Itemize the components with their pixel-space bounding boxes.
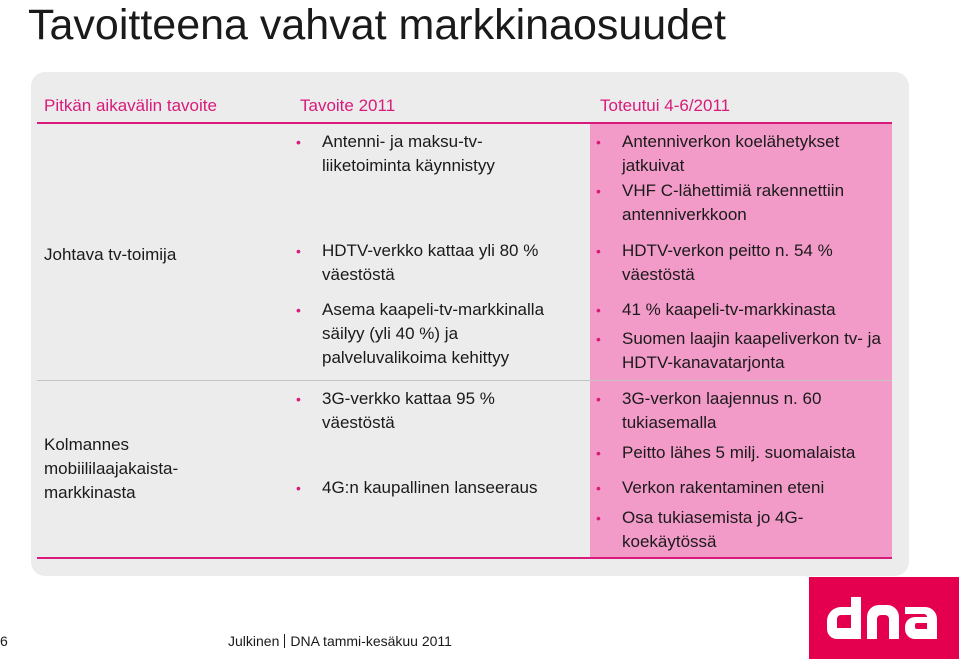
result-item bbox=[596, 298, 902, 322]
dna-logo-mark bbox=[809, 577, 959, 659]
header-goal-2011: Tavoite 2011 bbox=[300, 96, 396, 115]
result-item bbox=[596, 506, 842, 554]
bullet-icon: • bbox=[596, 445, 601, 461]
result-text: HDTV-verkon peitto n. 54 % väestöstä bbox=[622, 241, 833, 284]
result-text: Suomen laajin kaapeliverkon tv- ja HDTV-kanavatarjonta bbox=[622, 329, 881, 372]
result-text: Peitto lähes 5 milj. suomalaista bbox=[622, 443, 856, 462]
result-item bbox=[596, 130, 882, 178]
bullet-icon: • bbox=[596, 480, 601, 496]
footer-separator bbox=[284, 634, 285, 648]
goal-text: 4G:n kaupallinen lanseeraus bbox=[322, 478, 538, 497]
bullet-icon: • bbox=[596, 302, 601, 318]
bullet-icon: • bbox=[596, 331, 601, 347]
result-text: Osa tukiasemista jo 4G-koekäytössä bbox=[622, 508, 804, 551]
bullet-icon: • bbox=[596, 243, 601, 259]
result-item bbox=[596, 327, 892, 375]
bullet-icon: • bbox=[596, 510, 601, 526]
slide-title: Tavoitteena vahvat markkinaosuudet bbox=[28, 1, 726, 49]
bottom-divider bbox=[37, 557, 892, 559]
bullet-icon: • bbox=[596, 391, 601, 407]
goal-text: Asema kaapeli-tv-markkinalla säilyy (yli 40 %) ja palveluvalikoima kehittyy bbox=[322, 300, 545, 367]
goal-text: 3G-verkko kattaa 95 % väestöstä bbox=[322, 389, 495, 432]
category-mobile: Kolmannes mobiililaajakaista-markkinasta bbox=[44, 435, 179, 502]
header-achieved: Toteutui 4-6/2011 bbox=[600, 96, 731, 115]
dna-logo bbox=[809, 577, 959, 659]
bullet-icon: • bbox=[296, 134, 301, 150]
result-item bbox=[596, 239, 892, 287]
bullet-icon: • bbox=[596, 183, 601, 199]
result-text: Verkon rakentaminen eteni bbox=[622, 478, 825, 497]
result-item bbox=[596, 441, 912, 465]
result-item bbox=[596, 476, 902, 500]
result-text: 3G-verkon laajennus n. 60 tukiasemalla bbox=[622, 389, 822, 432]
category-tv: Johtava tv-toimija bbox=[44, 245, 177, 264]
page-number: 6 bbox=[0, 633, 8, 649]
footer-classification: Julkinen bbox=[228, 633, 280, 649]
bullet-icon: • bbox=[596, 134, 601, 150]
goal-item bbox=[296, 476, 602, 500]
goal-item bbox=[296, 130, 532, 178]
bullet-icon: • bbox=[296, 480, 301, 496]
goal-text: HDTV-verkko kattaa yli 80 % väestöstä bbox=[322, 241, 539, 284]
result-text: Antenniverkon koelähetykset jatkuivat bbox=[622, 132, 840, 175]
bullet-icon: • bbox=[296, 391, 301, 407]
goal-item bbox=[296, 387, 522, 435]
result-item bbox=[596, 179, 892, 227]
goal-item bbox=[296, 239, 562, 287]
result-text: 41 % kaapeli-tv-markkinasta bbox=[622, 300, 836, 319]
bullet-icon: • bbox=[296, 243, 301, 259]
footer-document: DNA tammi-kesäkuu 2011 bbox=[290, 633, 452, 649]
footer bbox=[228, 633, 452, 649]
header-divider bbox=[37, 122, 892, 124]
result-text: VHF C-lähettimiä rakennettiin antenniverkkoon bbox=[622, 181, 845, 224]
header-long-term-goal: Pitkän aikavälin tavoite bbox=[44, 96, 217, 115]
result-item bbox=[596, 387, 872, 435]
bullet-icon: • bbox=[296, 302, 301, 318]
goal-item bbox=[296, 298, 582, 370]
goal-text: Antenni- ja maksu-tv-liiketoiminta käynnistyy bbox=[322, 132, 495, 175]
row-divider bbox=[37, 380, 892, 381]
